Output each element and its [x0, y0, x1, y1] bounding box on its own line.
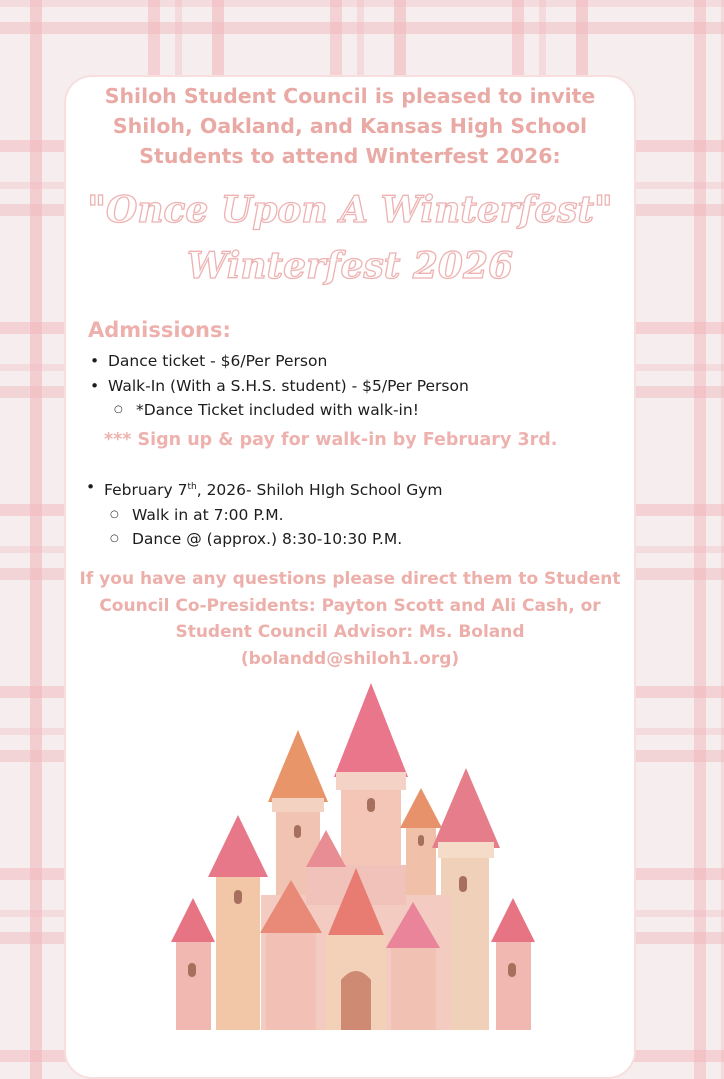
- sub-list-item: ○ Dance @ (approx.) 8:30-10:30 P.M.: [84, 527, 443, 552]
- admissions-heading: Admissions:: [88, 318, 231, 342]
- schedule-list: [84, 475, 443, 552]
- list-item: • Walk-In (With a S.H.S. student) - $5/Per Person: [88, 374, 469, 399]
- sub-list-item: ○ *Dance Ticket included with walk-in!: [88, 398, 469, 423]
- contact-info: [66, 566, 634, 672]
- contact-email[interactable]: (bolandd@shiloh1.org): [240, 648, 460, 669]
- castle-illustration: [166, 680, 546, 1030]
- sub-list-item: ○ Walk in at 7:00 P.M.: [84, 503, 443, 528]
- intro-line: Shiloh Student Council is pleased to invite: [104, 84, 596, 108]
- list-item: • Dance ticket - $6/Per Person: [88, 349, 469, 374]
- contact-line: Student Council Advisor: Ms. Boland: [175, 622, 525, 642]
- flyer-card: [64, 75, 636, 1079]
- date-item: [84, 475, 443, 503]
- intro-line: Students to attend Winterfest 2026:: [139, 144, 561, 168]
- deadline-note: *** Sign up & pay for walk-in by February 3rd.: [104, 430, 558, 450]
- theme-title: "Once Upon A Winterfest": [87, 189, 613, 231]
- date-location: , 2026- Shiloh HIgh School Gym: [196, 481, 443, 500]
- contact-line: If you have any questions please direct them to Student: [79, 569, 621, 589]
- admissions-list: [88, 349, 469, 423]
- invitation-text: [66, 81, 634, 171]
- date-suffix: th: [187, 482, 197, 492]
- intro-line: Shiloh, Oakland, and Kansas High School: [112, 114, 588, 138]
- event-name: Winterfest 2026: [186, 245, 514, 287]
- castle-icon: [171, 683, 535, 1030]
- date-text: February 7: [104, 481, 188, 500]
- contact-line: Council Co-Presidents: Payton Scott and Ali Cash, or: [99, 595, 601, 616]
